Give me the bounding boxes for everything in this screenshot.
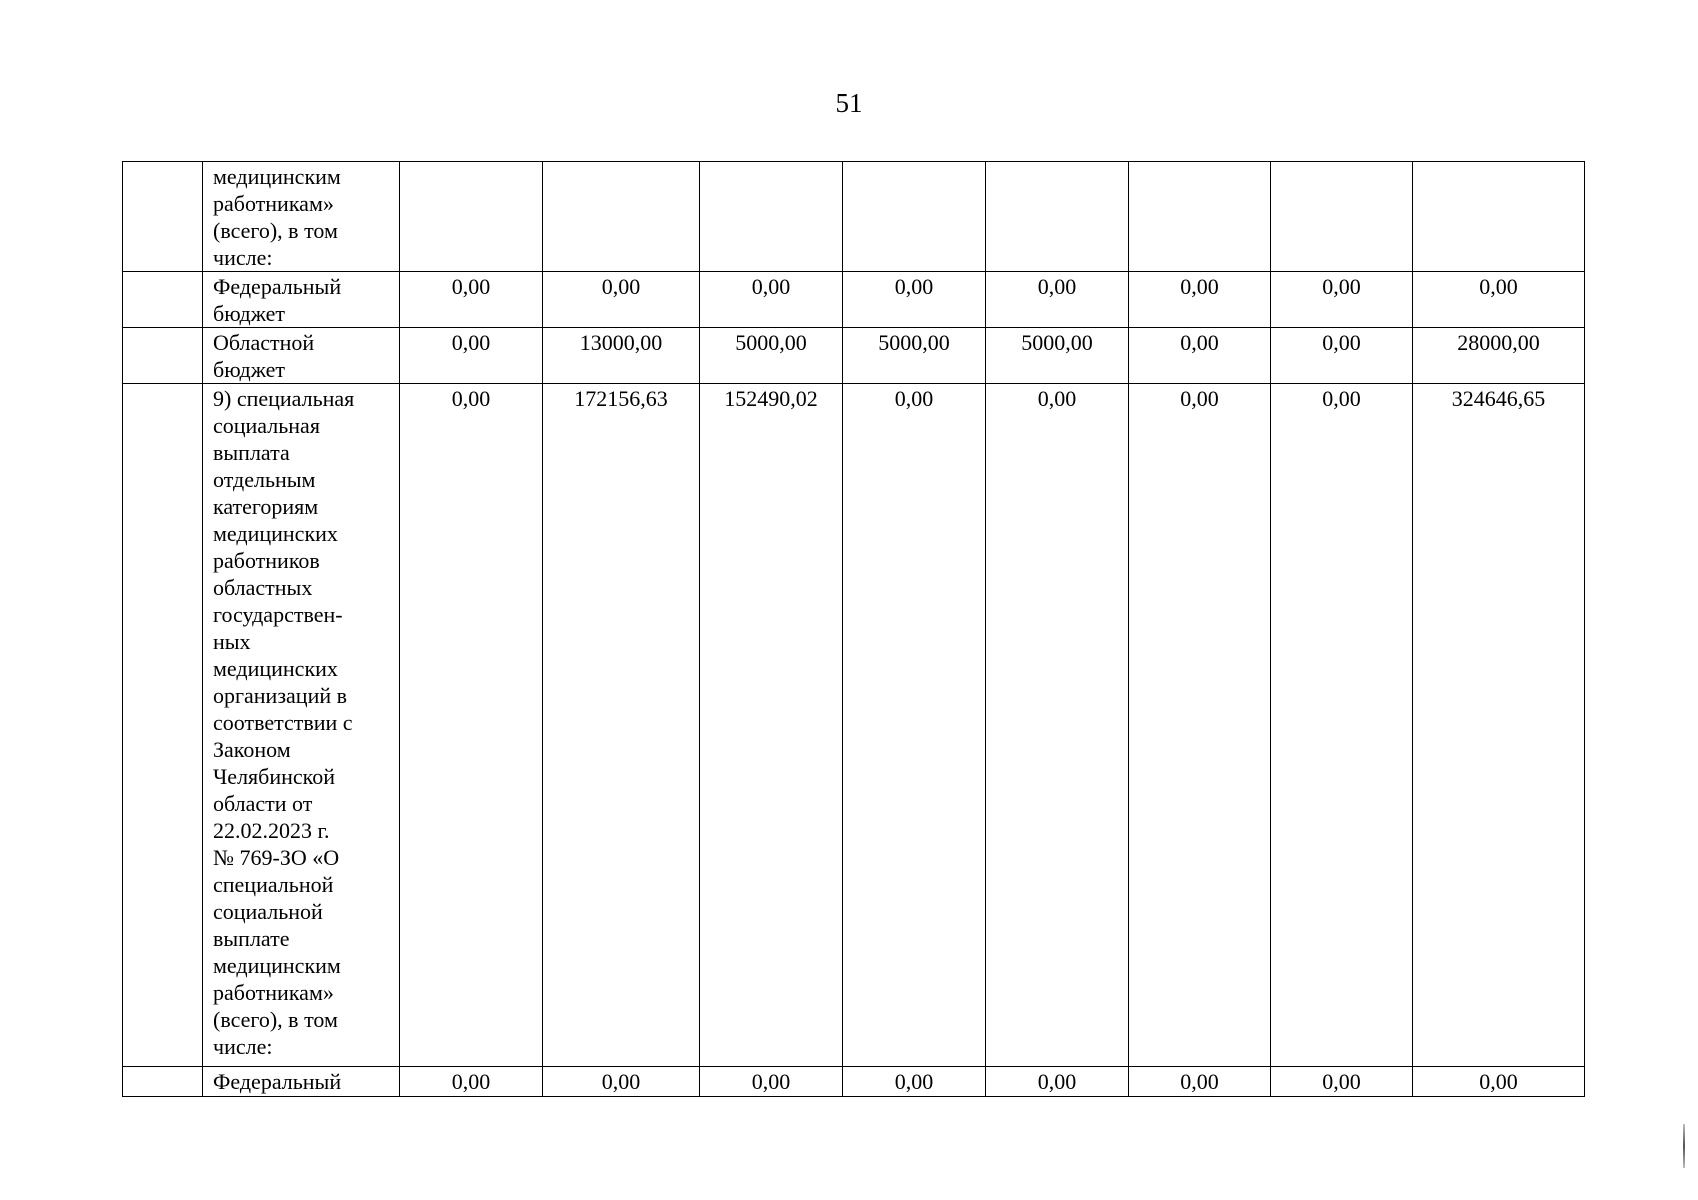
index-cell [123, 1067, 203, 1097]
description-line: областных [213, 575, 313, 600]
value-cell: 0,00 [1129, 328, 1271, 384]
value-cell: 0,00 [400, 272, 543, 328]
value-cell: 0,00 [700, 272, 843, 328]
description-line: медицинским [213, 164, 341, 189]
description-line: организаций в [213, 683, 347, 708]
value-cell: 5000,00 [700, 328, 843, 384]
value-cell: 0,00 [700, 1067, 843, 1097]
page-number: 51 [835, 88, 863, 118]
value-cell: 0,00 [400, 1067, 543, 1097]
value-cell: 172156,63 [543, 384, 700, 1067]
description-cell [203, 328, 400, 384]
description-line: работникам» [213, 191, 334, 216]
description-line: соответствии с [213, 710, 353, 735]
description-line: специальной [213, 872, 334, 897]
value-cell: 152490,02 [700, 384, 843, 1067]
description-line: категориям [213, 494, 319, 519]
description-line: отдельным [213, 467, 316, 492]
description-line: числе: [213, 1034, 273, 1059]
description-line: работникам» [213, 980, 334, 1005]
index-cell [123, 384, 203, 1067]
description-line: бюджет [213, 357, 285, 382]
description-line: медицинских [213, 656, 338, 681]
index-cell [123, 162, 203, 272]
description-line: Федеральный [213, 274, 342, 299]
value-cell: 324646,65 [1413, 384, 1585, 1067]
value-cell: 0,00 [543, 272, 700, 328]
value-cell [400, 162, 543, 272]
description-line: числе: [213, 245, 273, 270]
budget-table [122, 161, 1585, 1097]
value-cell: 0,00 [400, 328, 543, 384]
table-row [123, 162, 1585, 272]
description-line: выплата [213, 440, 290, 465]
description-cell [203, 1067, 400, 1097]
value-cell: 28000,00 [1413, 328, 1585, 384]
value-cell [700, 162, 843, 272]
value-cell: 0,00 [1271, 384, 1413, 1067]
description-line: области от [213, 791, 313, 816]
table-row [123, 328, 1585, 384]
description-cell [203, 384, 400, 1067]
value-cell: 0,00 [1129, 272, 1271, 328]
description-line: социальной [213, 899, 323, 924]
value-cell [1271, 162, 1413, 272]
value-cell [1129, 162, 1271, 272]
description-line: Челябинской [213, 764, 336, 789]
value-cell: 0,00 [843, 1067, 986, 1097]
scan-artifact [1683, 1124, 1685, 1168]
description-line: № 769-ЗО «О [213, 845, 340, 870]
description-line: медицинских [213, 521, 338, 546]
value-cell: 0,00 [1271, 1067, 1413, 1097]
description-line: выплате [213, 926, 290, 951]
value-cell [986, 162, 1129, 272]
value-cell: 0,00 [543, 1067, 700, 1097]
value-cell: 5000,00 [843, 328, 986, 384]
description-line: бюджет [213, 301, 285, 326]
description-line: Областной [213, 330, 315, 355]
value-cell [1413, 162, 1585, 272]
index-cell [123, 272, 203, 328]
description-line: 22.02.2023 г. [213, 818, 330, 843]
value-cell: 13000,00 [543, 328, 700, 384]
description-line: 9) специальная [213, 386, 355, 411]
value-cell: 0,00 [986, 272, 1129, 328]
description-line: Законом [213, 737, 291, 762]
description-line: ных [213, 629, 251, 654]
description-line: работников [213, 548, 320, 573]
value-cell: 0,00 [400, 384, 543, 1067]
index-cell [123, 328, 203, 384]
value-cell: 0,00 [1413, 272, 1585, 328]
value-cell: 0,00 [1413, 1067, 1585, 1097]
description-line: (всего), в том [213, 1007, 338, 1032]
table-row [123, 272, 1585, 328]
value-cell [543, 162, 700, 272]
value-cell: 0,00 [843, 272, 986, 328]
description-cell [203, 272, 400, 328]
value-cell: 0,00 [1271, 272, 1413, 328]
value-cell: 0,00 [986, 1067, 1129, 1097]
value-cell: 0,00 [1271, 328, 1413, 384]
value-cell [843, 162, 986, 272]
description-cell [203, 162, 400, 272]
table-row [123, 1067, 1585, 1097]
description-line: государствен- [213, 602, 343, 627]
description-line: (всего), в том [213, 218, 338, 243]
table-row [123, 384, 1585, 1067]
value-cell: 0,00 [843, 384, 986, 1067]
description-line: медицинским [213, 953, 341, 978]
description-line: социальная [213, 413, 320, 438]
description-line: Федеральный [213, 1069, 342, 1094]
value-cell: 5000,00 [986, 328, 1129, 384]
value-cell: 0,00 [986, 384, 1129, 1067]
value-cell: 0,00 [1129, 1067, 1271, 1097]
value-cell: 0,00 [1129, 384, 1271, 1067]
